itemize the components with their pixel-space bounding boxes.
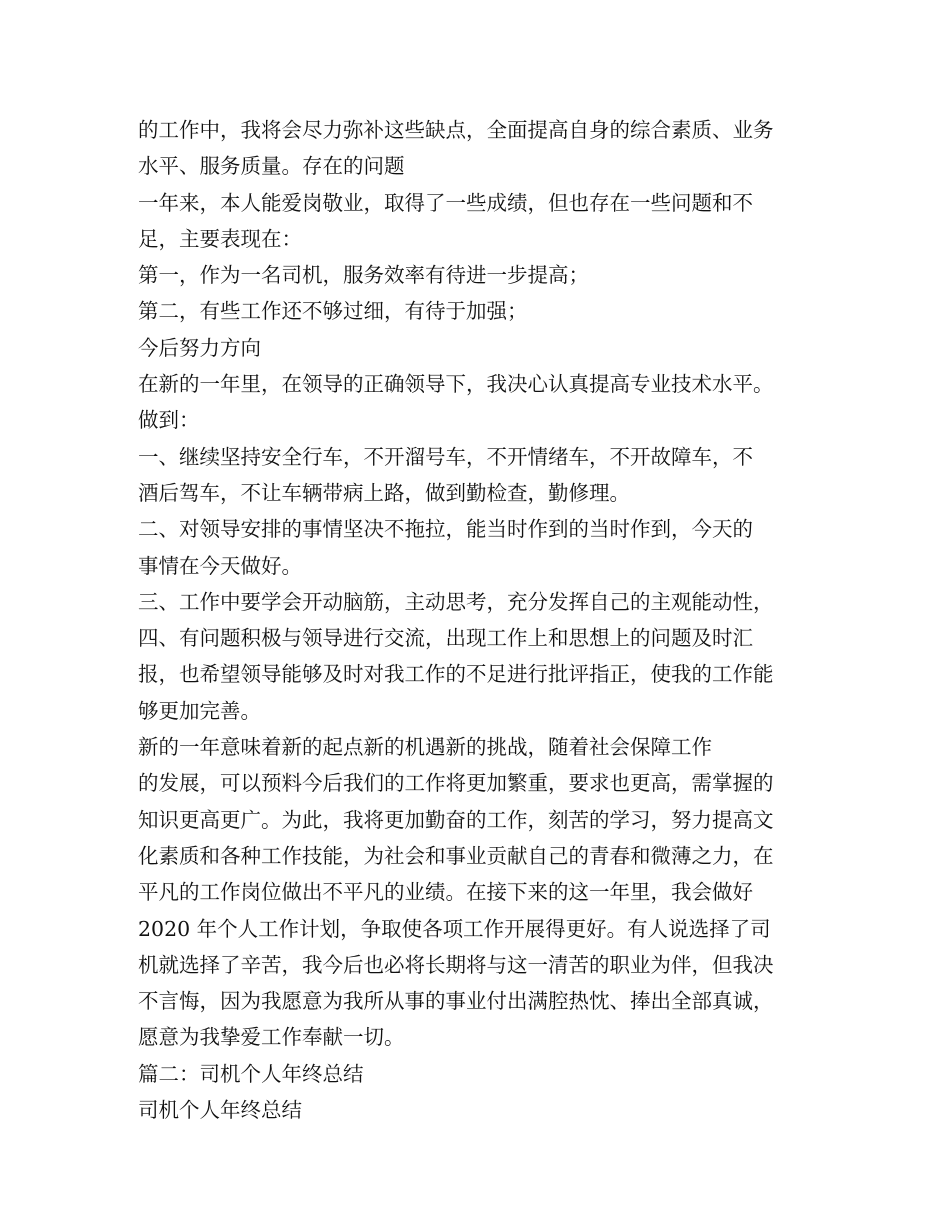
text-line: 够更加完善。	[138, 698, 261, 723]
text-line: 二、对领导安排的事情坚决不拖拉，能当时作到的当时作到，今天的	[138, 517, 753, 542]
text-line: 第一，作为一名司机，服务效率有待进一步提高；	[138, 263, 589, 288]
text-line: 第二，有些工作还不够过细，有待于加强；	[138, 299, 528, 324]
text-line: 一、继续坚持安全行车，不开溜号车，不开情绪车，不开故障车，不	[138, 444, 753, 469]
text-line: 化素质和各种工作技能，为社会和事业贡献自己的青春和微薄之力，在	[138, 843, 774, 868]
text-line: 一年来，本人能爱岗敬业，取得了一些成绩，但也存在一些问题和不	[138, 190, 753, 215]
text-line: 不言悔，因为我愿意为我所从事的事业付出满腔热忱、捧出全部真诚，	[138, 989, 774, 1014]
text-line: 新的一年意味着新的起点新的机遇新的挑战，随着社会保障工作	[138, 735, 712, 760]
text-line: 的工作中，我将会尽力弥补这些缺点，全面提高自身的综合素质、业务	[138, 118, 774, 142]
document-subtitle: 司机个人年终总结	[138, 1098, 302, 1123]
text-line: 事情在今天做好。	[138, 553, 302, 578]
text-line: 酒后驾车，不让车辆带病上路，做到勤检查，勤修理。	[138, 480, 630, 505]
text-line: 报，也希望领导能够及时对我工作的不足进行批评指正，使我的工作能	[138, 662, 774, 687]
text-line: 在新的一年里，在领导的正确领导下，我决心认真提高专业技术水平。	[138, 372, 774, 397]
section-heading: 今后努力方向	[138, 335, 261, 360]
text-line: 2020 年个人工作计划，争取使各项工作开展得更好。有人说选择了司	[138, 916, 771, 941]
text-line: 水平、服务质量。存在的问题	[138, 154, 405, 179]
text-line: 三、工作中要学会开动脑筋，主动思考，充分发挥自己的主观能动性，	[138, 589, 774, 614]
text-line: 愿意为我挚爱工作奉献一切。	[138, 1025, 405, 1050]
text-line: 平凡的工作岗位做出不平凡的业绩。在接下来的这一年里，我会做好	[138, 880, 753, 905]
text-line: 机就选择了辛苦，我今后也必将长期将与这一清苦的职业为伴，但我决	[138, 952, 774, 977]
document-body	[138, 112, 838, 1128]
text-line: 四、有问题积极与领导进行交流，出现工作上和思想上的问题及时汇	[138, 626, 753, 651]
text-line: 的发展，可以预料今后我们的工作将更加繁重，要求也更高，需掌握的	[138, 771, 774, 796]
text-line: 知识更高更广。为此，我将更加勤奋的工作，刻苦的学习，努力提高文	[138, 807, 774, 832]
text-line: 足，主要表现在：	[138, 226, 302, 251]
text-line: 做到：	[138, 408, 200, 433]
section-heading: 篇二：司机个人年终总结	[138, 1061, 364, 1086]
